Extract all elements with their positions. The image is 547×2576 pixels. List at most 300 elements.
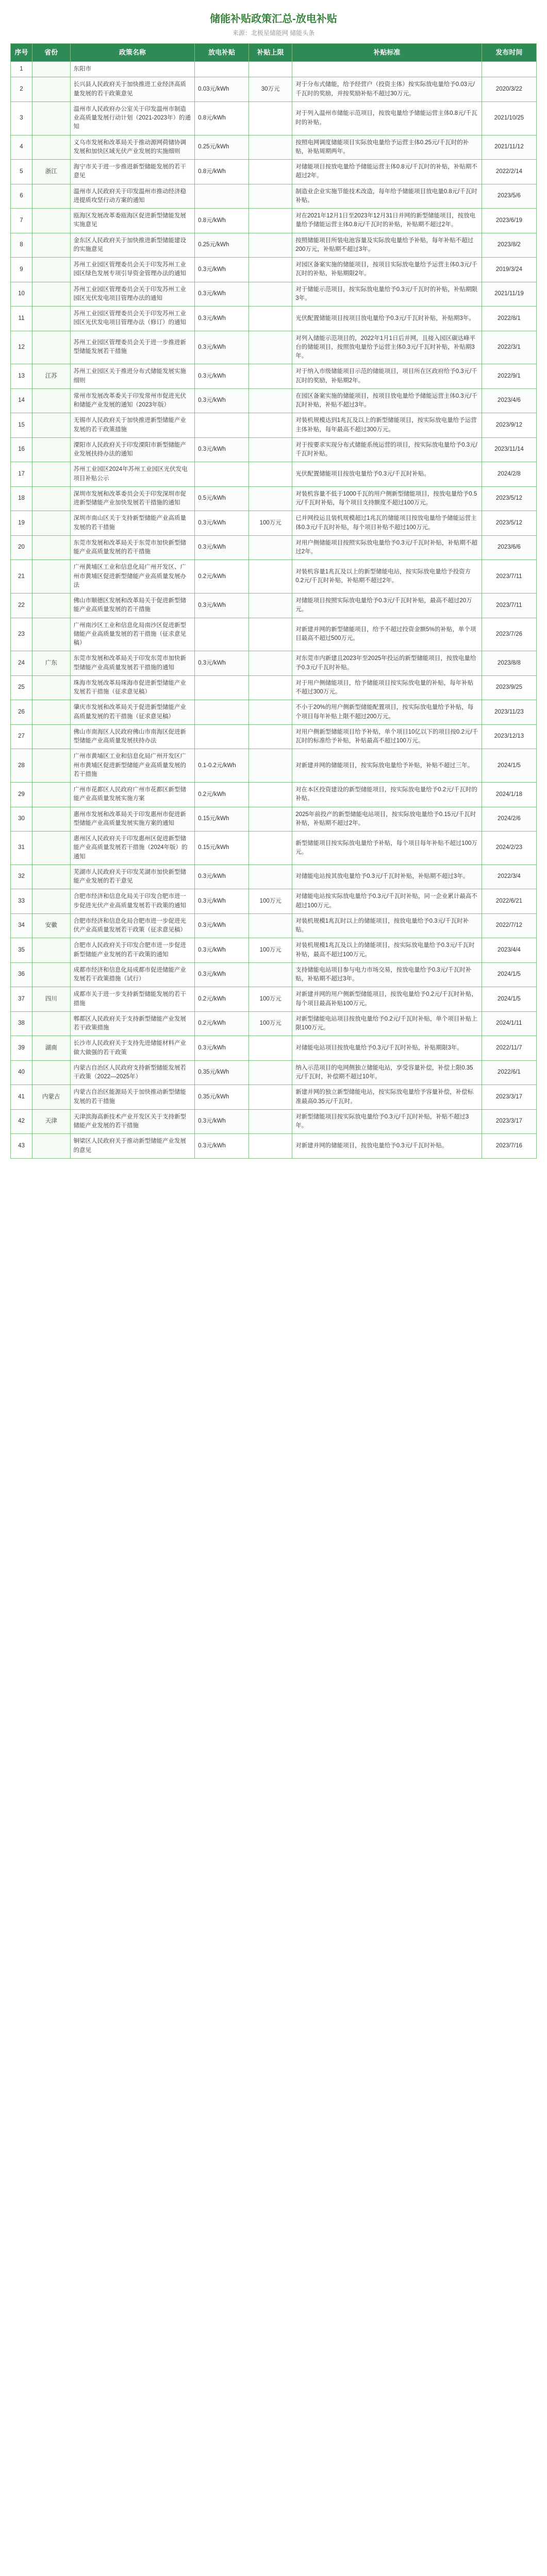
row-subsidy-cap bbox=[249, 1036, 292, 1061]
row-discharge-subsidy bbox=[195, 700, 249, 725]
row-subsidy-cap bbox=[249, 160, 292, 184]
row-discharge-subsidy: 0.8元/kWh bbox=[195, 101, 249, 135]
row-subsidy-cap bbox=[249, 535, 292, 560]
row-index: 38 bbox=[11, 1011, 32, 1036]
row-index: 2 bbox=[11, 77, 32, 102]
row-province bbox=[32, 307, 71, 331]
row-index: 32 bbox=[11, 865, 32, 889]
row-policy-name: 内蒙古自治区人民政府支持新型储能发展若干政策（2022—2025年） bbox=[70, 1060, 195, 1085]
table-row bbox=[11, 807, 537, 832]
table-row bbox=[11, 560, 537, 594]
row-publish-date: 2024/1/18 bbox=[482, 783, 536, 807]
row-policy-name: 成都市经济和信息化局成都市促进储能产业发展若干政策措施（试行） bbox=[70, 962, 195, 987]
row-policy-name: 合肥市经济和信息化局合肥市进一步促进光伏产业高质量发展若干政策（征求意见稿） bbox=[70, 913, 195, 938]
table-row bbox=[11, 62, 537, 77]
row-subsidy-standard: 对东莞市内新建且2023年至2025年投运的新型储能项目，按放电量给予0.3元/千瓦时补贴。 bbox=[292, 651, 482, 676]
row-discharge-subsidy: 0.2元/kWh bbox=[195, 987, 249, 1012]
row-subsidy-cap bbox=[249, 783, 292, 807]
header-publish-date: 发布时间 bbox=[482, 44, 536, 62]
page-title: 储能补贴政策汇总-放电补贴 bbox=[210, 13, 337, 25]
row-index: 5 bbox=[11, 160, 32, 184]
header-subsidy-standard: 补贴标准 bbox=[292, 44, 482, 62]
row-policy-name: 肇庆市发展和改革局关于促进新型储能产业高质量发展的若干措施（征求意见稿） bbox=[70, 700, 195, 725]
row-policy-name: 温州市人民政府关于印发温州市推动经济稳进提质攻坚行动方案的通知 bbox=[70, 184, 195, 209]
row-discharge-subsidy: 0.8元/kWh bbox=[195, 209, 249, 233]
row-subsidy-cap bbox=[249, 651, 292, 676]
row-publish-date: 2021/11/12 bbox=[482, 135, 536, 160]
row-subsidy-standard: 不小于20%的用户侧新型储能配置项目，按实际放电量给予补贴，每个项目每年补贴上限不超过200万元。 bbox=[292, 700, 482, 725]
row-policy-name: 金东区人民政府关于加快推进新型储能建设的实施意见 bbox=[70, 233, 195, 258]
row-discharge-subsidy: 0.35元/kWh bbox=[195, 1085, 249, 1110]
row-policy-name: 瓯海区发展改革委瓯海区促进新型储能发展实施意见 bbox=[70, 209, 195, 233]
row-index: 14 bbox=[11, 388, 32, 413]
row-subsidy-standard: 对在2021年12月1日至2023年12月31日并网的新型储能项目，按放电量给予储能运营主体0.8元/千瓦时的补贴，补贴期不超过2年。 bbox=[292, 209, 482, 233]
row-index: 27 bbox=[11, 724, 32, 749]
table-row bbox=[11, 865, 537, 889]
table-row bbox=[11, 209, 537, 233]
row-policy-name: 海宁市关于进一步推进新型储能发展的若干意见 bbox=[70, 160, 195, 184]
row-publish-date: 2022/3/4 bbox=[482, 865, 536, 889]
row-publish-date: 2022/6/1 bbox=[482, 1060, 536, 1085]
row-publish-date: 2022/6/21 bbox=[482, 889, 536, 914]
row-province bbox=[32, 807, 71, 832]
row-subsidy-standard: 对于分布式储能，给予经营户（投资主体）按实际放电量给予0.03元/千瓦时的奖励，并按奖励补贴不超过30万元。 bbox=[292, 77, 482, 102]
row-discharge-subsidy: 0.3元/kWh bbox=[195, 511, 249, 536]
row-index: 34 bbox=[11, 913, 32, 938]
table-body bbox=[11, 62, 537, 1159]
row-province bbox=[32, 1060, 71, 1085]
row-province bbox=[32, 938, 71, 963]
table-row bbox=[11, 1085, 537, 1110]
row-discharge-subsidy bbox=[195, 184, 249, 209]
row-subsidy-cap: 100万元 bbox=[249, 1011, 292, 1036]
table-row bbox=[11, 1134, 537, 1159]
row-province bbox=[32, 865, 71, 889]
row-policy-name: 珠海市发展改革局珠海市促进新型储能产业发展若干措施（征求意见稿） bbox=[70, 675, 195, 700]
row-province bbox=[32, 77, 71, 102]
row-index: 23 bbox=[11, 618, 32, 651]
row-policy-name: 东莞市发展和改革局关于印发东莞市加快新型储能产业高质量发展若干措施的通知 bbox=[70, 651, 195, 676]
row-subsidy-standard: 对用户侧储能项目按照实际放电量给予0.3元/千瓦时补贴，补贴期不超过2年。 bbox=[292, 535, 482, 560]
row-subsidy-standard: 对于按要求实现分布式储能系统运营的项目，按实际放电量给予0.3元/千瓦时补贴。 bbox=[292, 437, 482, 462]
row-publish-date: 2023/7/11 bbox=[482, 560, 536, 594]
row-index: 43 bbox=[11, 1134, 32, 1159]
row-subsidy-cap bbox=[249, 209, 292, 233]
row-province bbox=[32, 832, 71, 865]
table-row bbox=[11, 77, 537, 102]
table-row bbox=[11, 135, 537, 160]
row-subsidy-standard: 对装机规模达到1兆瓦及以上的新型储能项目，按实际放电量给予运营主体补贴，每年最高不超过300万元。 bbox=[292, 413, 482, 438]
row-subsidy-standard: 纳入示范项目的电网侧独立储能电站，享受容量补偿，补偿上限0.35元/千瓦时，补偿期不超过10年。 bbox=[292, 1060, 482, 1085]
table-row bbox=[11, 675, 537, 700]
row-policy-name: 苏州工业园区管理委员会关于进一步推进新型储能发展若干措施 bbox=[70, 331, 195, 364]
row-subsidy-standard: 对装机规模1兆瓦及以上的储能项目，按实际放电量给予0.3元/千瓦时补贴，最高不超过100万元。 bbox=[292, 938, 482, 963]
row-province bbox=[32, 413, 71, 438]
row-discharge-subsidy: 0.25元/kWh bbox=[195, 135, 249, 160]
table-row bbox=[11, 749, 537, 783]
row-province: 湖南 bbox=[32, 1036, 71, 1061]
row-policy-name: 惠州区人民政府关于印发惠州区促进新型储能产业高质量发展若干措施（2024年版）的通知 bbox=[70, 832, 195, 865]
row-index: 35 bbox=[11, 938, 32, 963]
row-subsidy-cap bbox=[249, 832, 292, 865]
row-subsidy-cap bbox=[249, 62, 292, 77]
row-subsidy-cap bbox=[249, 594, 292, 618]
row-index: 10 bbox=[11, 282, 32, 307]
row-discharge-subsidy: 0.3元/kWh bbox=[195, 1036, 249, 1061]
row-province bbox=[32, 135, 71, 160]
row-publish-date: 2023/6/19 bbox=[482, 209, 536, 233]
table-row bbox=[11, 233, 537, 258]
table-row bbox=[11, 413, 537, 438]
row-index: 19 bbox=[11, 511, 32, 536]
row-publish-date: 2023/7/26 bbox=[482, 618, 536, 651]
row-subsidy-standard: 光伏配置储能项目按项目放电量给予0.3元/千瓦时补贴，补贴期3年。 bbox=[292, 307, 482, 331]
row-publish-date: 2019/3/24 bbox=[482, 258, 536, 282]
table-row bbox=[11, 101, 537, 135]
row-subsidy-standard: 对用户侧新型储能项目给予补贴，单个项目10亿以下的项目按0.2元/千瓦时的标准给予补贴，补贴最高不超过100万元。 bbox=[292, 724, 482, 749]
table-row bbox=[11, 1109, 537, 1134]
row-subsidy-cap bbox=[249, 258, 292, 282]
row-province bbox=[32, 560, 71, 594]
row-subsidy-cap: 100万元 bbox=[249, 987, 292, 1012]
row-publish-date: 2021/10/25 bbox=[482, 101, 536, 135]
row-subsidy-cap bbox=[249, 700, 292, 725]
row-policy-name: 广州市花都区人民政府广州市花都区新型储能产业高质量发展实施方案 bbox=[70, 783, 195, 807]
row-index: 22 bbox=[11, 594, 32, 618]
page-subtitle: 来源：北极星储能网 储能头条 bbox=[232, 29, 315, 37]
row-province bbox=[32, 101, 71, 135]
row-policy-name: 郫都区人民政府关于支持新型储能产业发展若干政策措施 bbox=[70, 1011, 195, 1036]
row-index: 11 bbox=[11, 307, 32, 331]
row-province bbox=[32, 282, 71, 307]
row-province bbox=[32, 209, 71, 233]
row-index: 28 bbox=[11, 749, 32, 783]
row-province bbox=[32, 388, 71, 413]
row-index: 7 bbox=[11, 209, 32, 233]
row-publish-date: 2023/7/11 bbox=[482, 594, 536, 618]
row-discharge-subsidy: 0.2元/kWh bbox=[195, 1011, 249, 1036]
row-province bbox=[32, 749, 71, 783]
row-publish-date: 2023/5/6 bbox=[482, 184, 536, 209]
row-policy-name: 苏州工业园区管理委员会关于印发苏州工业园区光伏发电项目管理办法（修订）的通知 bbox=[70, 307, 195, 331]
row-subsidy-standard: 对装机容量不低于1000千瓦的用户侧新型储能项目，按放电量给予0.5元/千瓦时补贴，每个项目支持额度不超过100万元。 bbox=[292, 486, 482, 511]
row-policy-name: 无锡市人民政府关于加快推进新型储能产业发展的若干政策措施 bbox=[70, 413, 195, 438]
table-row bbox=[11, 486, 537, 511]
row-subsidy-cap bbox=[249, 307, 292, 331]
row-subsidy-standard: 按照电网调度储能项目实际放电量给予运营主体0.25元/千瓦时的补贴，补贴周期两年。 bbox=[292, 135, 482, 160]
row-subsidy-cap bbox=[249, 388, 292, 413]
row-discharge-subsidy: 0.3元/kWh bbox=[195, 437, 249, 462]
row-policy-name: 广州市黄埔区工业和信息化局广州开发区广州市黄埔区促进新型储能产业高质量发展的若干措施 bbox=[70, 749, 195, 783]
row-policy-name: 佛山市南海区人民政府佛山市南海区促进新型储能产业高质量发展扶持办法 bbox=[70, 724, 195, 749]
row-subsidy-cap bbox=[249, 486, 292, 511]
row-subsidy-standard: 对于列入温州市储能示范项目，按放电量给予储能运营主体0.8元/千瓦时的补贴。 bbox=[292, 101, 482, 135]
table-row bbox=[11, 184, 537, 209]
row-discharge-subsidy: 0.25元/kWh bbox=[195, 233, 249, 258]
row-publish-date: 2023/4/4 bbox=[482, 938, 536, 963]
row-index: 15 bbox=[11, 413, 32, 438]
row-subsidy-cap bbox=[249, 865, 292, 889]
table-row bbox=[11, 651, 537, 676]
row-subsidy-cap bbox=[249, 1085, 292, 1110]
row-province bbox=[32, 184, 71, 209]
row-index: 17 bbox=[11, 462, 32, 487]
row-discharge-subsidy: 0.3元/kWh bbox=[195, 535, 249, 560]
row-publish-date: 2023/8/2 bbox=[482, 233, 536, 258]
row-index: 31 bbox=[11, 832, 32, 865]
row-discharge-subsidy bbox=[195, 675, 249, 700]
row-publish-date: 2021/11/19 bbox=[482, 282, 536, 307]
row-province bbox=[32, 675, 71, 700]
row-subsidy-standard: 光伏配置储能项目按放电量给予0.3元/千瓦时补贴。 bbox=[292, 462, 482, 487]
table-row bbox=[11, 258, 537, 282]
row-discharge-subsidy: 0.3元/kWh bbox=[195, 865, 249, 889]
table-row bbox=[11, 783, 537, 807]
row-province bbox=[32, 62, 71, 77]
row-index: 29 bbox=[11, 783, 32, 807]
row-subsidy-cap bbox=[249, 184, 292, 209]
row-discharge-subsidy: 0.3元/kWh bbox=[195, 282, 249, 307]
row-subsidy-cap: 100万元 bbox=[249, 511, 292, 536]
row-subsidy-standard: 对装机规模1兆瓦时以上的储能项目，按放电量给予0.3元/千瓦时补贴。 bbox=[292, 913, 482, 938]
row-policy-name: 苏州工业园区2024年苏州工业园区光伏发电项目补贴公示 bbox=[70, 462, 195, 487]
row-province: 内蒙古 bbox=[32, 1085, 71, 1110]
row-policy-name: 苏州工业园区关于推进分布式储能发展实施细则 bbox=[70, 364, 195, 389]
table-header-row bbox=[11, 44, 537, 62]
row-subsidy-cap bbox=[249, 135, 292, 160]
table-row bbox=[11, 307, 537, 331]
row-discharge-subsidy: 0.15元/kWh bbox=[195, 832, 249, 865]
row-publish-date: 2024/2/23 bbox=[482, 832, 536, 865]
row-subsidy-cap bbox=[249, 1134, 292, 1159]
row-publish-date: 2024/1/11 bbox=[482, 1011, 536, 1036]
row-subsidy-cap bbox=[249, 413, 292, 438]
row-publish-date: 2022/7/12 bbox=[482, 913, 536, 938]
row-subsidy-standard: 新型储能项目按实际放电量给予补贴，每个项目每年补贴不超过100万元。 bbox=[292, 832, 482, 865]
row-subsidy-standard: 支持储能电站项目参与电力市场交易，按放电量给予0.3元/千瓦时补贴，补贴期不超过3年。 bbox=[292, 962, 482, 987]
table-row bbox=[11, 987, 537, 1012]
table-row bbox=[11, 462, 537, 487]
subsidy-table bbox=[10, 43, 537, 1159]
row-province bbox=[32, 331, 71, 364]
row-policy-name: 长沙市人民政府关于支持先进储能材料产业做大做强的若干政策 bbox=[70, 1036, 195, 1061]
row-policy-name: 佛山市顺德区发展和改革局关于促进新型储能产业高质量发展的若干措施 bbox=[70, 594, 195, 618]
row-policy-name: 广州黄埔区工业和信息化局广州开发区、广州市黄埔区促进新型储能产业高质量发展办法 bbox=[70, 560, 195, 594]
row-discharge-subsidy: 0.3元/kWh bbox=[195, 388, 249, 413]
row-policy-name: 东莞市发展和改革局关于东莞市加快新型储能产业高质量发展的若干措施 bbox=[70, 535, 195, 560]
row-index: 42 bbox=[11, 1109, 32, 1134]
row-index: 20 bbox=[11, 535, 32, 560]
row-province bbox=[32, 962, 71, 987]
row-index: 3 bbox=[11, 101, 32, 135]
row-publish-date bbox=[482, 62, 536, 77]
table-row bbox=[11, 364, 537, 389]
row-index: 30 bbox=[11, 807, 32, 832]
row-province: 四川 bbox=[32, 987, 71, 1012]
row-publish-date: 2023/3/17 bbox=[482, 1109, 536, 1134]
row-publish-date: 2023/12/13 bbox=[482, 724, 536, 749]
row-publish-date: 2023/8/8 bbox=[482, 651, 536, 676]
row-province bbox=[32, 889, 71, 914]
row-policy-name: 东阳市 bbox=[70, 62, 195, 77]
row-policy-name: 苏州工业园区管理委员会关于印发苏州工业园区光伏发电项目管理办法的通知 bbox=[70, 282, 195, 307]
row-publish-date: 2023/6/6 bbox=[482, 535, 536, 560]
row-index: 24 bbox=[11, 651, 32, 676]
row-index: 4 bbox=[11, 135, 32, 160]
row-publish-date: 2023/3/17 bbox=[482, 1085, 536, 1110]
row-subsidy-standard: 对新型储能项目按实际放电量给予0.3元/千瓦时补贴，补贴不超过3年。 bbox=[292, 1109, 482, 1134]
row-discharge-subsidy: 0.3元/kWh bbox=[195, 651, 249, 676]
row-discharge-subsidy: 0.3元/kWh bbox=[195, 913, 249, 938]
row-index: 36 bbox=[11, 962, 32, 987]
row-publish-date: 2023/11/23 bbox=[482, 700, 536, 725]
row-province: 天津 bbox=[32, 1109, 71, 1134]
row-publish-date: 2023/5/12 bbox=[482, 511, 536, 536]
row-subsidy-standard: 对于用户侧储能项目，给予储能项目按实际放电量的补贴，每年补贴不超过300万元。 bbox=[292, 675, 482, 700]
row-policy-name: 苏州工业园区管理委员会关于印发苏州工业园区绿色发展专项引导资金管理办法的通知 bbox=[70, 258, 195, 282]
row-subsidy-standard: 新建并网的独立新型储能电站，按实际放电量给予容量补偿，补偿标准最高0.35元/千瓦时。 bbox=[292, 1085, 482, 1110]
row-province: 安徽 bbox=[32, 913, 71, 938]
row-publish-date: 2023/9/12 bbox=[482, 413, 536, 438]
row-publish-date: 2023/11/14 bbox=[482, 437, 536, 462]
header-index: 序号 bbox=[11, 44, 32, 62]
row-discharge-subsidy bbox=[195, 413, 249, 438]
row-province bbox=[32, 258, 71, 282]
row-subsidy-cap bbox=[249, 1109, 292, 1134]
row-subsidy-cap bbox=[249, 675, 292, 700]
row-subsidy-cap: 100万元 bbox=[249, 889, 292, 914]
row-policy-name: 温州市人民政府办公室关于印发温州市制造业高质量发展行动计划（2021-2023年）的通知 bbox=[70, 101, 195, 135]
row-province bbox=[32, 535, 71, 560]
row-discharge-subsidy: 0.3元/kWh bbox=[195, 331, 249, 364]
row-subsidy-standard: 对装机容量1兆瓦及以上的新型储能电站，按实际放电量给予投资方0.2元/千瓦时补贴，补贴期不超过2年。 bbox=[292, 560, 482, 594]
row-subsidy-cap bbox=[249, 101, 292, 135]
row-subsidy-cap bbox=[249, 560, 292, 594]
row-policy-name: 天津滨海高新技术产业开发区关于支持新型储能产业发展的若干措施 bbox=[70, 1109, 195, 1134]
row-discharge-subsidy: 0.3元/kWh bbox=[195, 258, 249, 282]
row-subsidy-standard: 在园区备案实施的储能项目，按项目放电量给予储能运营主体0.3元/千瓦时补贴，补贴不超过3年。 bbox=[292, 388, 482, 413]
row-discharge-subsidy bbox=[195, 618, 249, 651]
table-row bbox=[11, 437, 537, 462]
row-index: 13 bbox=[11, 364, 32, 389]
row-subsidy-cap bbox=[249, 749, 292, 783]
row-publish-date: 2023/7/16 bbox=[482, 1134, 536, 1159]
row-publish-date: 2023/4/6 bbox=[482, 388, 536, 413]
row-discharge-subsidy: 0.5元/kWh bbox=[195, 486, 249, 511]
row-discharge-subsidy: 0.3元/kWh bbox=[195, 938, 249, 963]
row-subsidy-standard: 对储能项目按照实际放电量给予0.3元/千瓦时补贴，最高不超过20万元。 bbox=[292, 594, 482, 618]
row-discharge-subsidy: 0.03元/kWh bbox=[195, 77, 249, 102]
row-policy-name: 深圳市南山区关于支持新型储能产业高质量发展的若干措施 bbox=[70, 511, 195, 536]
row-subsidy-cap bbox=[249, 364, 292, 389]
header-discharge-subsidy: 放电补贴 bbox=[195, 44, 249, 62]
row-policy-name: 广州南沙区工业和信息化局南沙区促进新型储能产业高质量发展的若干措施（征求意见稿） bbox=[70, 618, 195, 651]
table-row bbox=[11, 913, 537, 938]
row-publish-date: 2022/3/1 bbox=[482, 331, 536, 364]
row-publish-date: 2023/5/12 bbox=[482, 486, 536, 511]
header-policy-name: 政策名称 bbox=[70, 44, 195, 62]
row-publish-date: 2020/3/22 bbox=[482, 77, 536, 102]
row-index: 40 bbox=[11, 1060, 32, 1085]
row-subsidy-cap bbox=[249, 437, 292, 462]
row-policy-name: 铜梁区人民政府关于推动新型储能产业发展的意见 bbox=[70, 1134, 195, 1159]
table-row bbox=[11, 1060, 537, 1085]
row-discharge-subsidy: 0.1-0.2元/kWh bbox=[195, 749, 249, 783]
table-row bbox=[11, 535, 537, 560]
row-province bbox=[32, 594, 71, 618]
row-publish-date: 2022/9/1 bbox=[482, 364, 536, 389]
row-province bbox=[32, 511, 71, 536]
row-subsidy-standard: 对储能项目按放电量给予储能运营主体0.8元/千瓦时的补贴，补贴期不超过2年。 bbox=[292, 160, 482, 184]
row-subsidy-standard: 对列入储能示范项目的，2022年1月1日后并网，且接入园区碳达峰平台的储能项目，按照放电量给予运营主体0.3元/千瓦时补贴，补贴期3年。 bbox=[292, 331, 482, 364]
row-subsidy-standard: 对新建并网的储能项目，按放电量给予0.3元/千瓦时补贴。 bbox=[292, 1134, 482, 1159]
row-subsidy-standard: 对于纳入市级储能项目示范的储能项目，项目所在区政府给予0.3元/千瓦时的奖励，补贴期2年。 bbox=[292, 364, 482, 389]
table-row bbox=[11, 889, 537, 914]
row-province: 浙江 bbox=[32, 160, 71, 184]
table-row bbox=[11, 1036, 537, 1061]
row-discharge-subsidy: 0.8元/kWh bbox=[195, 160, 249, 184]
row-province bbox=[32, 437, 71, 462]
row-policy-name: 成都市关于进一步支持新型储能发展的若干措施 bbox=[70, 987, 195, 1012]
row-subsidy-cap bbox=[249, 233, 292, 258]
row-index: 21 bbox=[11, 560, 32, 594]
row-index: 8 bbox=[11, 233, 32, 258]
row-subsidy-cap bbox=[249, 807, 292, 832]
row-province bbox=[32, 700, 71, 725]
row-subsidy-standard: 对储能电站按其放电量给予0.3元/千瓦时补贴，补贴期不超过3年。 bbox=[292, 865, 482, 889]
row-policy-name: 惠州市发展和改革局关于印发惠州市促进新型储能产业高质量发展实施方案的通知 bbox=[70, 807, 195, 832]
table-row bbox=[11, 724, 537, 749]
row-subsidy-standard: 对新型储能电站项目按放电量给予0.2元/千瓦时补贴，单个项目补贴上限100万元。 bbox=[292, 1011, 482, 1036]
row-publish-date: 2022/8/1 bbox=[482, 307, 536, 331]
row-index: 37 bbox=[11, 987, 32, 1012]
row-subsidy-cap bbox=[249, 282, 292, 307]
row-discharge-subsidy bbox=[195, 62, 249, 77]
row-discharge-subsidy: 0.3元/kWh bbox=[195, 594, 249, 618]
row-province bbox=[32, 1011, 71, 1036]
row-subsidy-standard: 对储能电站按实际放电量给予0.3元/千瓦时补贴，同一企业累计最高不超过100万元。 bbox=[292, 889, 482, 914]
table-row bbox=[11, 511, 537, 536]
row-subsidy-cap bbox=[249, 618, 292, 651]
row-index: 26 bbox=[11, 700, 32, 725]
row-policy-name: 常州市发展改革委关于印发常州市促进光伏和储能产业发展的通知（2023年版） bbox=[70, 388, 195, 413]
row-policy-name: 合肥市人民政府关于印发合肥市进一步促进新型储能产业发展的若干政策的通知 bbox=[70, 938, 195, 963]
row-subsidy-standard: 对新建并网的新型储能项目，给予不超过投资金额5%的补贴，单个项目最高不超过500万元。 bbox=[292, 618, 482, 651]
row-province bbox=[32, 233, 71, 258]
table-row bbox=[11, 594, 537, 618]
row-subsidy-standard: 已并网投运且装机规模超过1兆瓦的储能项目按放电量给予储能运营主体0.3元/千瓦时补贴，每个项目补贴不超过100万元。 bbox=[292, 511, 482, 536]
row-index: 41 bbox=[11, 1085, 32, 1110]
row-publish-date: 2024/2/6 bbox=[482, 807, 536, 832]
table-row bbox=[11, 1011, 537, 1036]
header-province: 省份 bbox=[32, 44, 71, 62]
row-publish-date: 2024/1/5 bbox=[482, 987, 536, 1012]
row-policy-name: 深圳市发展和改革委员会关于印发深圳市促进新型储能产业加快发展若干措施的通知 bbox=[70, 486, 195, 511]
row-index: 39 bbox=[11, 1036, 32, 1061]
row-discharge-subsidy: 0.3元/kWh bbox=[195, 1134, 249, 1159]
row-subsidy-standard bbox=[292, 62, 482, 77]
row-discharge-subsidy: 0.35元/kWh bbox=[195, 1060, 249, 1085]
table-row bbox=[11, 700, 537, 725]
row-index: 25 bbox=[11, 675, 32, 700]
row-index: 18 bbox=[11, 486, 32, 511]
row-province bbox=[32, 1134, 71, 1159]
table-row bbox=[11, 160, 537, 184]
row-subsidy-standard: 制造业企业实施节能技术改造，每年给予储能项目放电量0.8元/千瓦时补贴。 bbox=[292, 184, 482, 209]
row-policy-name: 长兴县人民政府关于加快推进工业经济高质量发展的若干政策意见 bbox=[70, 77, 195, 102]
row-subsidy-standard: 对于储能示范项目，按实际放电量给予0.3元/千瓦时的补贴，补贴期限3年。 bbox=[292, 282, 482, 307]
row-subsidy-cap: 100万元 bbox=[249, 938, 292, 963]
